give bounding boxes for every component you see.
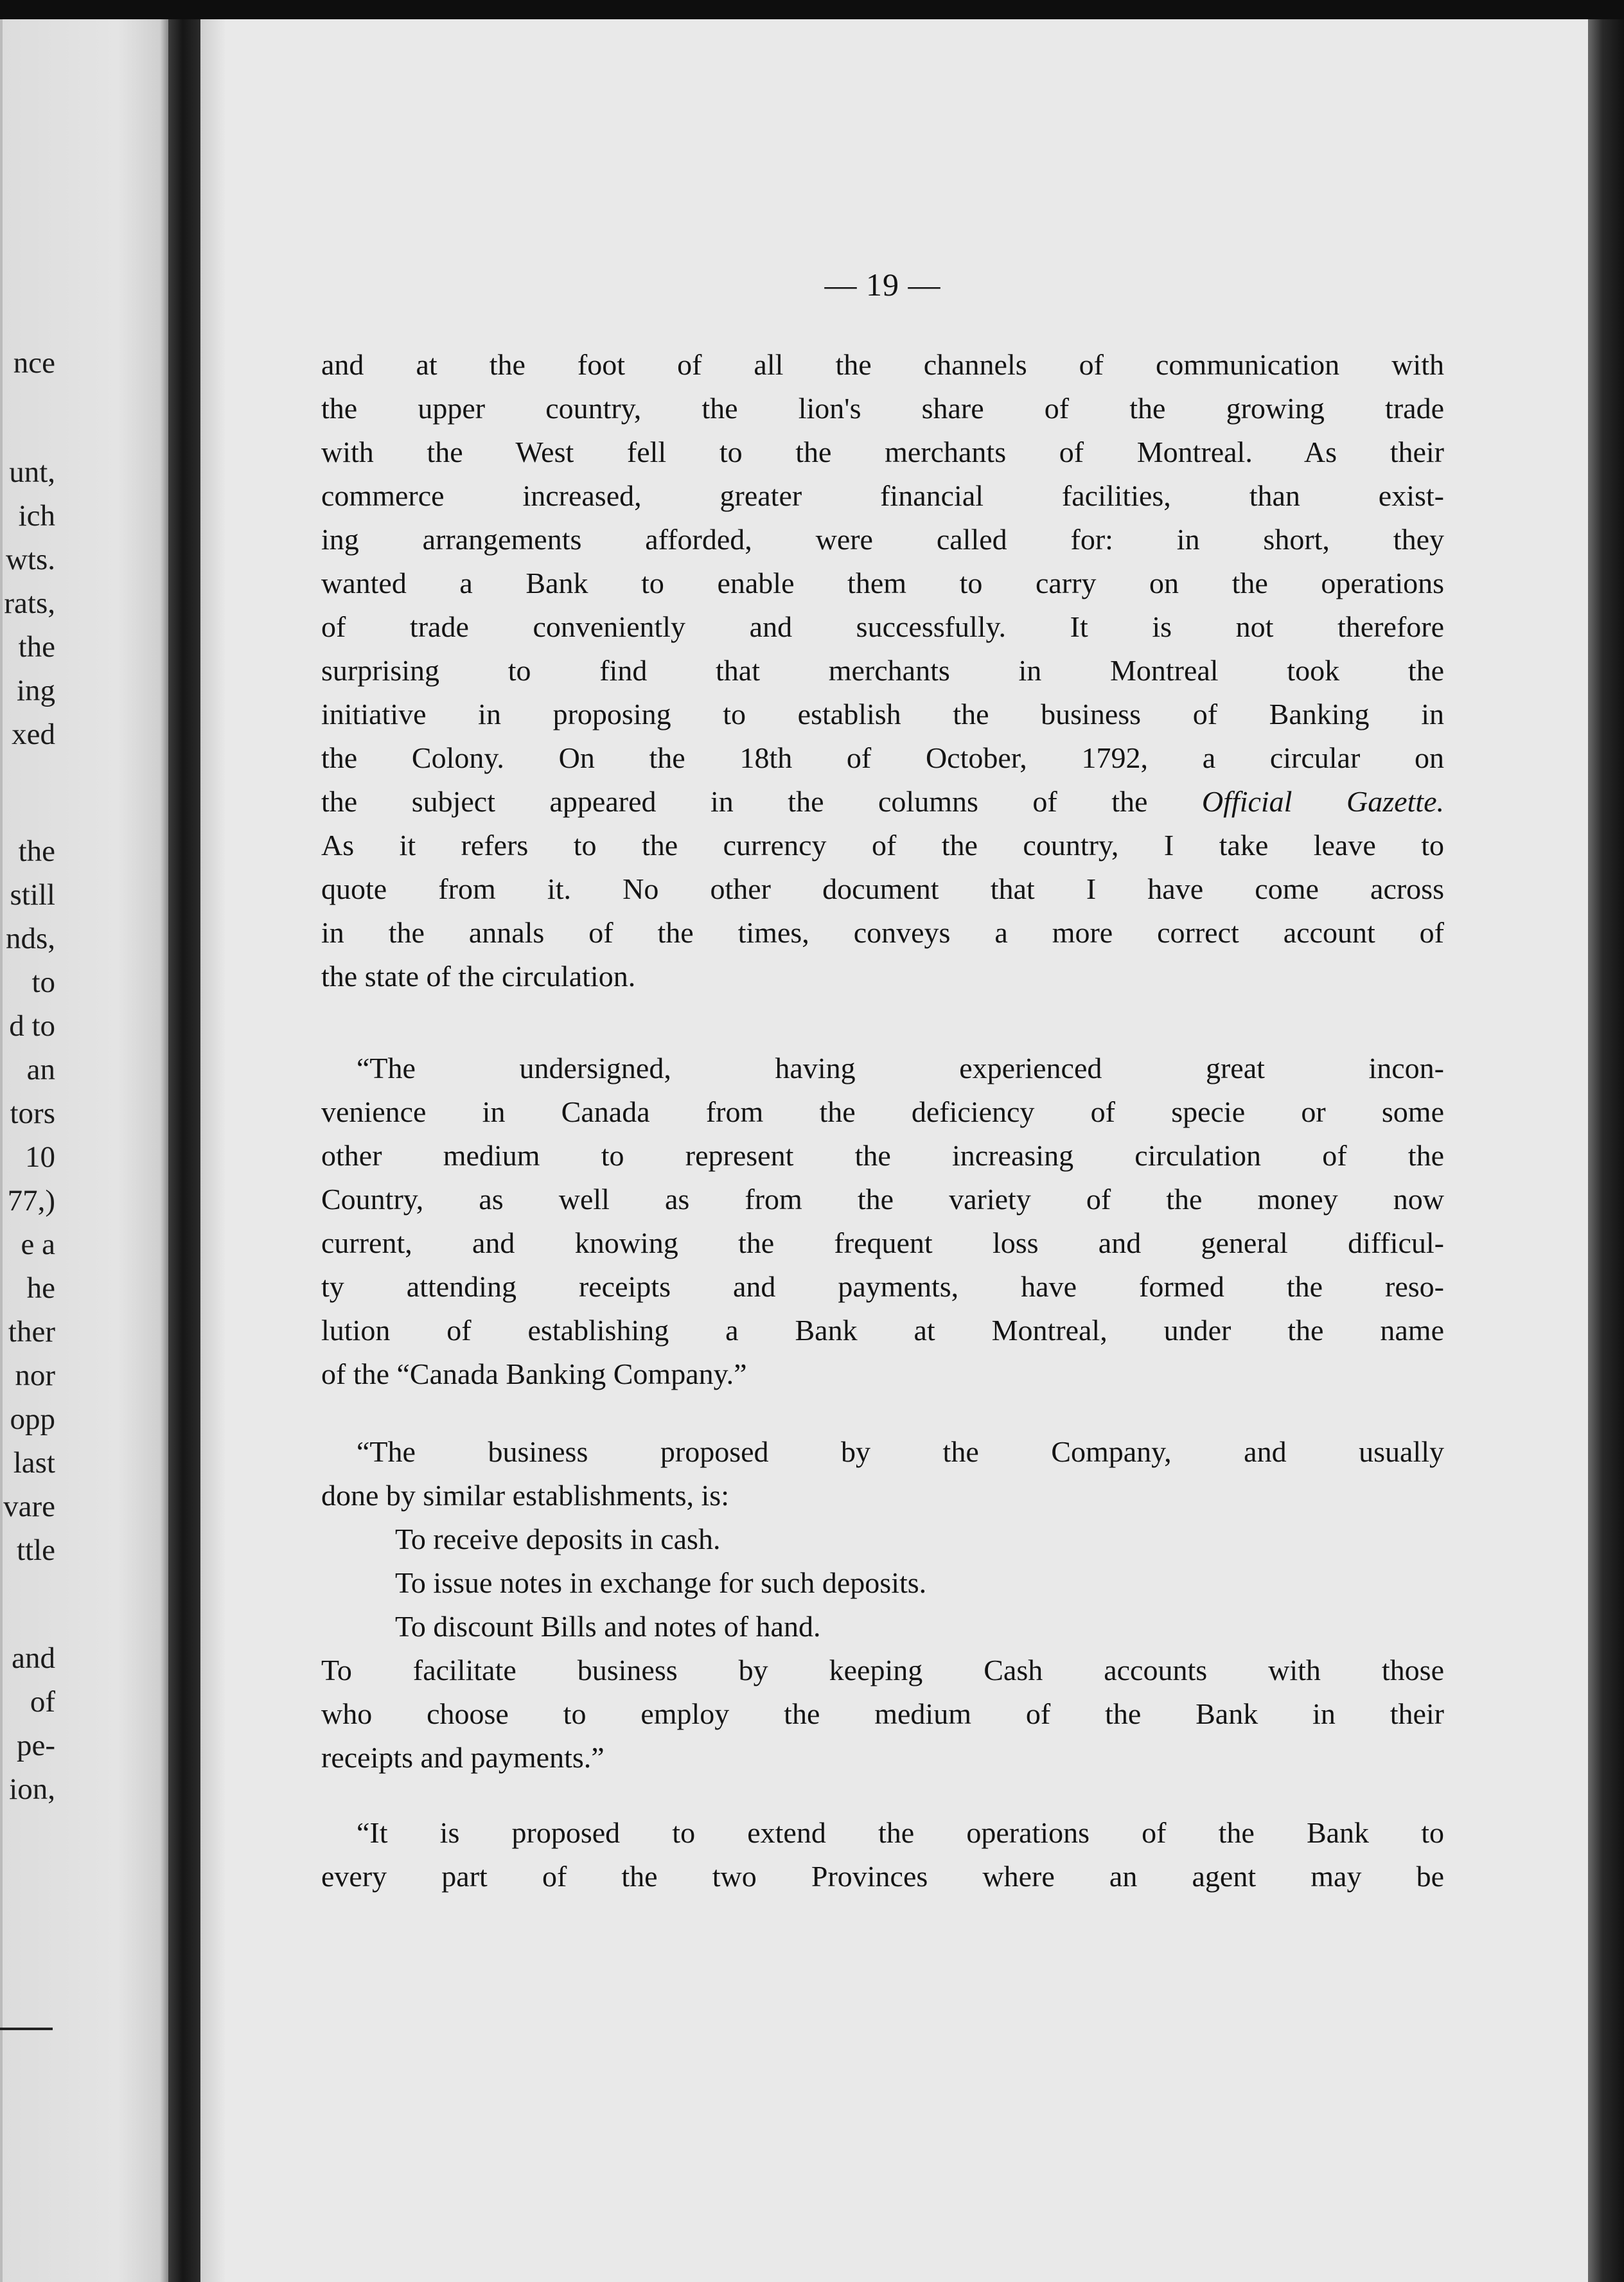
text-line: the state of the circulation. bbox=[321, 960, 636, 993]
quote-line: “It is proposed to extend the operations of the Bank to bbox=[357, 1816, 1444, 1849]
left-fragment: last bbox=[13, 1446, 55, 1480]
book-gutter bbox=[168, 19, 200, 2282]
left-fragment: the bbox=[18, 630, 55, 664]
quote-line: “The undersigned, having experienced great incon- bbox=[357, 1052, 1444, 1084]
left-fragment: ich bbox=[18, 499, 55, 533]
left-fragment: to bbox=[31, 966, 55, 999]
right-page-edge bbox=[1588, 19, 1624, 2282]
quote-line: Country, as well as from the variety of the money now bbox=[321, 1183, 1444, 1216]
left-fragment: unt, bbox=[9, 456, 55, 489]
text-line: quote from it. No other document that I have come across bbox=[321, 872, 1444, 905]
left-fragment: ing bbox=[16, 674, 55, 707]
left-fragment: and bbox=[12, 1641, 55, 1675]
main-page bbox=[200, 19, 1588, 2282]
left-fragment: nce bbox=[13, 346, 55, 380]
text-line: wanted a Bank to enable them to carry on the operations bbox=[321, 567, 1444, 599]
left-fragment: ther bbox=[8, 1315, 55, 1349]
official-gazette-title: Official Gazette. bbox=[1201, 785, 1444, 818]
left-fragment: an bbox=[26, 1053, 55, 1086]
left-fragment: ttle bbox=[16, 1534, 55, 1567]
left-fragment: 10 bbox=[25, 1140, 55, 1174]
text-line: and at the foot of all the channels of communication with bbox=[321, 348, 1444, 381]
quote-line: every part of the two Provinces where an agent may be bbox=[321, 1860, 1444, 1893]
left-fragment: vare bbox=[3, 1490, 55, 1523]
left-fragment: tors bbox=[10, 1097, 55, 1130]
left-fragment: nds, bbox=[5, 922, 55, 955]
left-page-fragment bbox=[0, 19, 168, 2282]
quote-line: “The business proposed by the Company, and usually bbox=[357, 1435, 1444, 1468]
left-fragment: wts. bbox=[5, 543, 55, 576]
left-fragment: d to bbox=[9, 1009, 55, 1043]
quote-line: receipts and payments.” bbox=[321, 1741, 605, 1774]
text-line: commerce increased, greater financial facilities, than exist- bbox=[321, 479, 1444, 512]
quote-line: To facilitate business by keeping Cash accounts with those bbox=[321, 1654, 1444, 1686]
page-number: — 19 — bbox=[824, 267, 941, 303]
left-page-rule bbox=[0, 2028, 53, 2030]
list-item: To receive deposits in cash. bbox=[395, 1523, 721, 1555]
quote-line: lution of establishing a Bank at Montreal, under the name bbox=[321, 1314, 1444, 1347]
quote-line: who choose to employ the medium of the Bank in their bbox=[321, 1697, 1444, 1730]
left-fragment: rats, bbox=[4, 587, 55, 620]
quote-line: of the “Canada Banking Company.” bbox=[321, 1358, 747, 1390]
text-line: the Colony. On the 18th of October, 1792, a circular on bbox=[321, 741, 1444, 774]
left-fragment: the bbox=[18, 835, 55, 868]
text-line: in the annals of the times, conveys a more correct account of bbox=[321, 916, 1444, 949]
text-line: surprising to find that merchants in Montreal took the bbox=[321, 654, 1444, 687]
left-fragment: of bbox=[30, 1685, 55, 1719]
text-line: of trade conveniently and successfully. It is not therefore bbox=[321, 610, 1444, 643]
left-fragment: still bbox=[10, 878, 55, 912]
quote-line: done by similar establishments, is: bbox=[321, 1479, 729, 1512]
left-fragment: nor bbox=[15, 1359, 55, 1392]
left-fragment: e a bbox=[21, 1228, 55, 1261]
quote-line: current, and knowing the frequent loss and general difficul- bbox=[321, 1226, 1444, 1259]
left-fragment: 77,) bbox=[7, 1184, 55, 1217]
left-fragment: ion, bbox=[9, 1773, 55, 1806]
quote-line: ty attending receipts and payments, have formed the reso- bbox=[321, 1270, 1444, 1303]
left-fragment: he bbox=[26, 1271, 55, 1305]
text-line: initiative in proposing to establish the business of Banking in bbox=[321, 698, 1444, 730]
left-fragment: pe- bbox=[16, 1729, 55, 1762]
quote-line: venience in Canada from the deficiency of specie or some bbox=[321, 1095, 1444, 1128]
text-line: ing arrangements afforded, were called for: in short, they bbox=[321, 523, 1444, 556]
left-fragment: xed bbox=[12, 718, 55, 751]
text-line: As it refers to the currency of the country, I take leave to bbox=[321, 829, 1444, 862]
left-fragment: opp bbox=[10, 1402, 55, 1436]
text-line-gazette bbox=[321, 787, 1444, 817]
left-page-edge bbox=[0, 19, 3, 2282]
list-item: To discount Bills and notes of hand. bbox=[395, 1610, 821, 1643]
quote-line: other medium to represent the increasing circulation of the bbox=[321, 1139, 1444, 1172]
text-line: the upper country, the lion's share of the growing trade bbox=[321, 392, 1444, 425]
list-item: To issue notes in exchange for such deposits. bbox=[395, 1566, 927, 1599]
text-line: with the West fell to the merchants of Montreal. As their bbox=[321, 436, 1444, 468]
top-border bbox=[0, 0, 1624, 19]
gazette-prefix: the subject appeared in the columns of the bbox=[321, 785, 1202, 818]
